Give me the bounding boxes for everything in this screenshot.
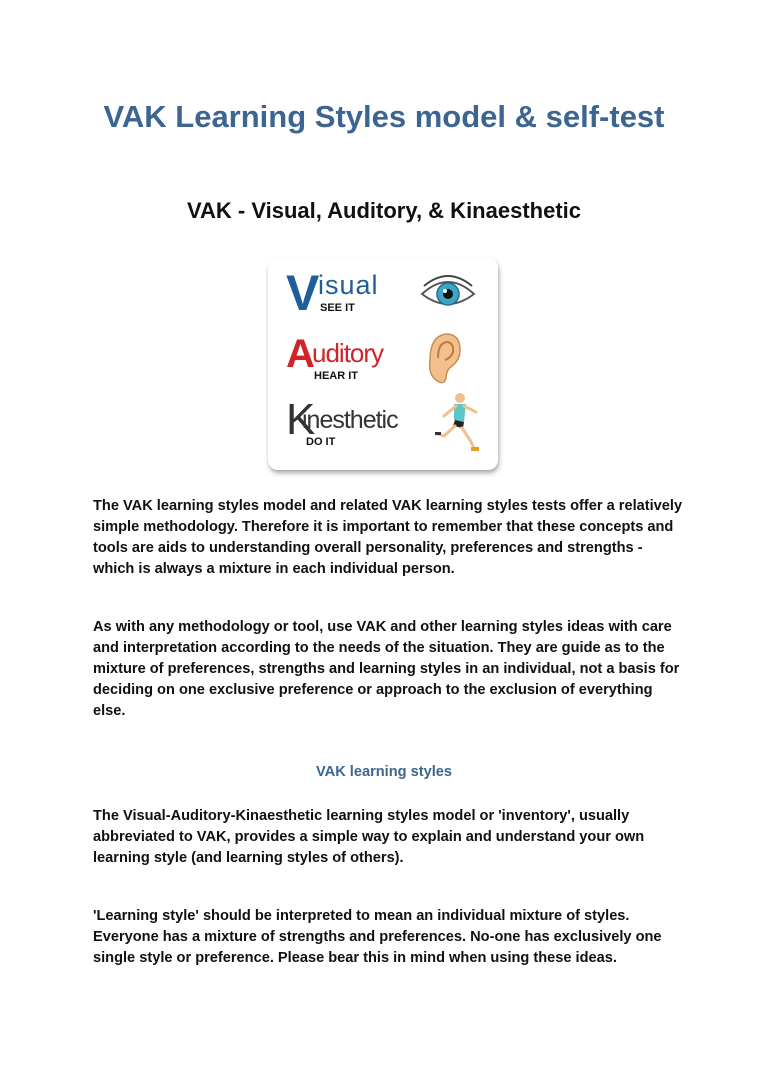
section-paragraph-2: 'Learning style' should be interpreted to mean an individual mixture of styles. Everyone has a mixture of strengths and preferences. No-one has exclusively one single style or preference. Please bear this in mind when using these ideas.	[93, 908, 662, 966]
vak-illustration	[268, 258, 498, 470]
auditory-word: uditory	[312, 338, 384, 368]
page-title: VAK Learning Styles model & self-test	[103, 99, 665, 134]
kinesthetic-initial: K	[286, 395, 316, 444]
auditory-caption: HEAR IT	[314, 370, 358, 382]
visual-initial: V	[286, 265, 320, 321]
section-heading: VAK learning styles	[316, 764, 452, 780]
runner-icon	[434, 390, 486, 454]
intro-paragraph-2: As with any methodology or tool, use VAK and other learning styles ideas with care and interpretation according to the needs of the situation. They are guide as to the mixture of preferences, strengths and learning styles in an individual, not a basis for deciding on one exclusive preference or approach to the exclusion of everything else.	[93, 619, 680, 719]
visual-word: isual	[318, 270, 379, 300]
auditory-row	[268, 330, 498, 396]
eye-icon	[418, 272, 478, 312]
page-subtitle: VAK - Visual, Auditory, & Kinaesthetic	[186, 198, 582, 223]
intro-paragraph-1: The VAK learning styles model and related VAK learning styles tests offer a relatively simple methodology. Therefore it is important to remember that these concepts and tools are aids to understanding overall personality, preferences and strengths - which is always a mixture in each individual person.	[93, 498, 683, 577]
visual-row	[268, 264, 498, 330]
ear-icon	[424, 330, 464, 386]
kinesthetic-word: inesthetic	[302, 406, 398, 434]
kinesthetic-row	[268, 396, 498, 462]
section-paragraph-1: The Visual-Auditory-Kinaesthetic learning styles model or 'inventory', usually abbreviated to VAK, provides a simple way to explain and understand your own learning style (and learning styles of others).	[93, 808, 645, 866]
auditory-initial: A	[286, 332, 315, 376]
visual-caption: SEE IT	[320, 302, 355, 314]
kinesthetic-caption: DO IT	[306, 436, 336, 448]
